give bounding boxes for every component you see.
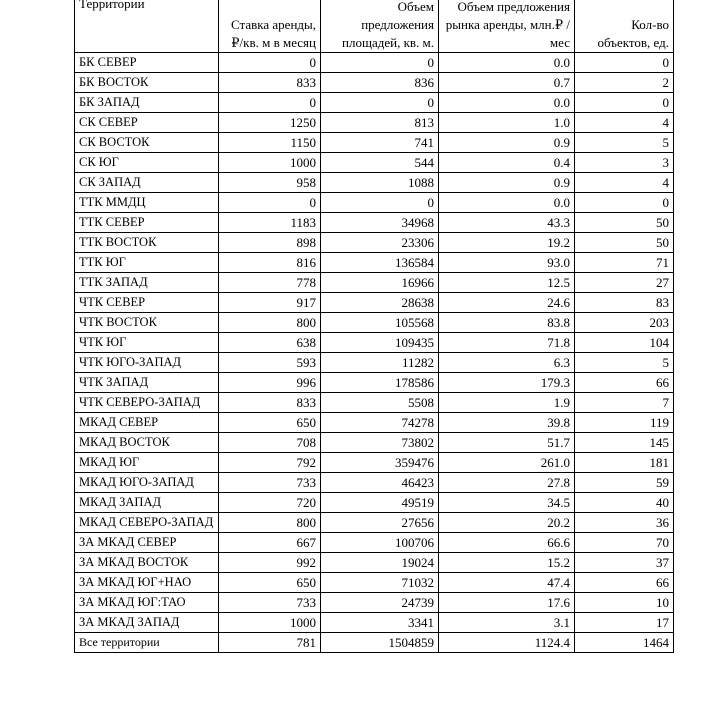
rental-market-table <box>74 0 674 653</box>
market-volume-cell: 1.0 <box>439 113 575 133</box>
rent-rate-cell: 833 <box>219 393 321 413</box>
object-count-cell: 4 <box>575 173 674 193</box>
object-count-cell: 71 <box>575 253 674 273</box>
object-count-cell: 10 <box>575 593 674 613</box>
supply-area-cell: 1088 <box>321 173 439 193</box>
object-count-cell: 0 <box>575 93 674 113</box>
market-volume-cell: 0.0 <box>439 53 575 73</box>
object-count-cell: 203 <box>575 313 674 333</box>
supply-area-cell: 5508 <box>321 393 439 413</box>
rent-rate-cell: 0 <box>219 193 321 213</box>
supply-area-cell: 11282 <box>321 353 439 373</box>
supply-area-cell: 73802 <box>321 433 439 453</box>
supply-area-cell: 71032 <box>321 573 439 593</box>
supply-area-cell: 49519 <box>321 493 439 513</box>
territory-cell: МКАД ЗАПАД <box>75 493 219 513</box>
territory-cell: МКАД СЕВЕРО-ЗАПАД <box>75 513 219 533</box>
object-count-cell: 40 <box>575 493 674 513</box>
rent-rate-cell: 650 <box>219 573 321 593</box>
rent-rate-cell: 992 <box>219 553 321 573</box>
market-volume-cell: 39.8 <box>439 413 575 433</box>
rent-rate-cell: 1250 <box>219 113 321 133</box>
territory-cell: МКАД ЮГ <box>75 453 219 473</box>
supply-area-cell: 0 <box>321 53 439 73</box>
market-volume-cell: 66.6 <box>439 533 575 553</box>
table-row <box>75 233 674 253</box>
market-volume-cell: 0.4 <box>439 153 575 173</box>
market-volume-cell: 12.5 <box>439 273 575 293</box>
table-body <box>75 53 674 653</box>
market-volume-cell: 1124.4 <box>439 633 575 653</box>
object-count-cell: 27 <box>575 273 674 293</box>
market-volume-cell: 71.8 <box>439 333 575 353</box>
rent-rate-cell: 638 <box>219 333 321 353</box>
rent-rate-cell: 708 <box>219 433 321 453</box>
territory-cell: Все территории <box>75 633 219 653</box>
supply-area-cell: 178586 <box>321 373 439 393</box>
object-count-cell: 3 <box>575 153 674 173</box>
territory-cell: ЗА МКАД ЮГ+НАО <box>75 573 219 593</box>
territory-cell: ТТК СЕВЕР <box>75 213 219 233</box>
object-count-cell: 66 <box>575 373 674 393</box>
territory-cell: ТТК ВОСТОК <box>75 233 219 253</box>
table-row <box>75 413 674 433</box>
territory-cell: ТТК ЗАПАД <box>75 273 219 293</box>
territory-cell: МКАД ЮГО-ЗАПАД <box>75 473 219 493</box>
supply-area-cell: 100706 <box>321 533 439 553</box>
market-volume-cell: 6.3 <box>439 353 575 373</box>
supply-area-cell: 34968 <box>321 213 439 233</box>
rent-rate-cell: 917 <box>219 293 321 313</box>
object-count-cell: 37 <box>575 553 674 573</box>
market-volume-cell: 0.9 <box>439 133 575 153</box>
supply-area-cell: 74278 <box>321 413 439 433</box>
market-volume-cell: 19.2 <box>439 233 575 253</box>
rent-rate-cell: 733 <box>219 593 321 613</box>
market-volume-cell: 179.3 <box>439 373 575 393</box>
table-row <box>75 393 674 413</box>
object-count-cell: 50 <box>575 213 674 233</box>
territory-cell: СК ЗАПАД <box>75 173 219 193</box>
header-market-volume: Объем предложения рынка аренды, млн.₽ /мес <box>439 0 575 53</box>
territory-cell: ЧТК СЕВЕРО-ЗАПАД <box>75 393 219 413</box>
object-count-cell: 1464 <box>575 633 674 653</box>
territory-cell: БК ВОСТОК <box>75 73 219 93</box>
table-row <box>75 153 674 173</box>
territory-cell: ЧТК СЕВЕР <box>75 293 219 313</box>
rent-rate-cell: 1150 <box>219 133 321 153</box>
object-count-cell: 50 <box>575 233 674 253</box>
object-count-cell: 36 <box>575 513 674 533</box>
object-count-cell: 59 <box>575 473 674 493</box>
rent-rate-cell: 833 <box>219 73 321 93</box>
table-row <box>75 553 674 573</box>
market-volume-cell: 51.7 <box>439 433 575 453</box>
supply-area-cell: 136584 <box>321 253 439 273</box>
table-row <box>75 93 674 113</box>
market-volume-cell: 43.3 <box>439 213 575 233</box>
table-row <box>75 213 674 233</box>
object-count-cell: 119 <box>575 413 674 433</box>
table-total-row <box>75 633 674 653</box>
territory-cell: ЗА МКАД ВОСТОК <box>75 553 219 573</box>
header-supply-area: Объем предложения площадей, кв. м. <box>321 0 439 53</box>
territory-cell: ЗА МКАД ЗАПАД <box>75 613 219 633</box>
territory-cell: ЗА МКАД СЕВЕР <box>75 533 219 553</box>
market-volume-cell: 47.4 <box>439 573 575 593</box>
market-volume-cell: 0.0 <box>439 93 575 113</box>
market-volume-cell: 17.6 <box>439 593 575 613</box>
territory-cell: БК СЕВЕР <box>75 53 219 73</box>
table-row <box>75 473 674 493</box>
object-count-cell: 70 <box>575 533 674 553</box>
table-row <box>75 613 674 633</box>
territory-cell: ЧТК ЮГ <box>75 333 219 353</box>
market-volume-cell: 93.0 <box>439 253 575 273</box>
table-row <box>75 513 674 533</box>
market-volume-cell: 1.9 <box>439 393 575 413</box>
supply-area-cell: 105568 <box>321 313 439 333</box>
territory-cell: СК ЮГ <box>75 153 219 173</box>
object-count-cell: 83 <box>575 293 674 313</box>
rent-rate-cell: 593 <box>219 353 321 373</box>
rent-rate-cell: 0 <box>219 53 321 73</box>
table-row <box>75 433 674 453</box>
supply-area-cell: 1504859 <box>321 633 439 653</box>
supply-area-cell: 813 <box>321 113 439 133</box>
territory-cell: ЧТК ВОСТОК <box>75 313 219 333</box>
supply-area-cell: 23306 <box>321 233 439 253</box>
supply-area-cell: 0 <box>321 193 439 213</box>
rent-rate-cell: 792 <box>219 453 321 473</box>
table-row <box>75 573 674 593</box>
object-count-cell: 104 <box>575 333 674 353</box>
supply-area-cell: 3341 <box>321 613 439 633</box>
supply-area-cell: 28638 <box>321 293 439 313</box>
market-volume-cell: 34.5 <box>439 493 575 513</box>
table-row <box>75 313 674 333</box>
market-volume-cell: 15.2 <box>439 553 575 573</box>
market-volume-cell: 0.0 <box>439 193 575 213</box>
rent-rate-cell: 650 <box>219 413 321 433</box>
object-count-cell: 17 <box>575 613 674 633</box>
object-count-cell: 66 <box>575 573 674 593</box>
table-row <box>75 73 674 93</box>
object-count-cell: 5 <box>575 133 674 153</box>
object-count-cell: 0 <box>575 53 674 73</box>
table-row <box>75 253 674 273</box>
header-object-count: Кол-во объектов, ед. <box>575 0 674 53</box>
rent-rate-cell: 781 <box>219 633 321 653</box>
territory-cell: ТТК ЮГ <box>75 253 219 273</box>
table-row <box>75 293 674 313</box>
supply-area-cell: 0 <box>321 93 439 113</box>
object-count-cell: 4 <box>575 113 674 133</box>
table-row <box>75 173 674 193</box>
object-count-cell: 5 <box>575 353 674 373</box>
market-volume-cell: 83.8 <box>439 313 575 333</box>
territory-cell: МКАД ВОСТОК <box>75 433 219 453</box>
market-volume-cell: 24.6 <box>439 293 575 313</box>
territory-cell: ЗА МКАД ЮГ:ТАО <box>75 593 219 613</box>
header-territory: Территории <box>75 0 219 53</box>
supply-area-cell: 359476 <box>321 453 439 473</box>
territory-cell: БК ЗАПАД <box>75 93 219 113</box>
table-row <box>75 193 674 213</box>
market-volume-cell: 27.8 <box>439 473 575 493</box>
market-volume-cell: 3.1 <box>439 613 575 633</box>
territory-cell: ЧТК ЮГО-ЗАПАД <box>75 353 219 373</box>
supply-area-cell: 109435 <box>321 333 439 353</box>
table-row <box>75 593 674 613</box>
rent-rate-cell: 958 <box>219 173 321 193</box>
table-row <box>75 273 674 293</box>
object-count-cell: 7 <box>575 393 674 413</box>
territory-cell: СК СЕВЕР <box>75 113 219 133</box>
supply-area-cell: 544 <box>321 153 439 173</box>
object-count-cell: 2 <box>575 73 674 93</box>
territory-cell: ТТК ММДЦ <box>75 193 219 213</box>
supply-area-cell: 27656 <box>321 513 439 533</box>
table-row <box>75 453 674 473</box>
territory-cell: МКАД СЕВЕР <box>75 413 219 433</box>
table-row <box>75 113 674 133</box>
rent-rate-cell: 778 <box>219 273 321 293</box>
table-row <box>75 133 674 153</box>
supply-area-cell: 46423 <box>321 473 439 493</box>
table-row <box>75 53 674 73</box>
table-row <box>75 493 674 513</box>
table-header-row <box>75 0 674 53</box>
rent-rate-cell: 667 <box>219 533 321 553</box>
rent-rate-cell: 996 <box>219 373 321 393</box>
rent-rate-cell: 720 <box>219 493 321 513</box>
market-volume-cell: 261.0 <box>439 453 575 473</box>
territory-cell: СК ВОСТОК <box>75 133 219 153</box>
rent-rate-cell: 1000 <box>219 153 321 173</box>
rent-rate-cell: 898 <box>219 233 321 253</box>
supply-area-cell: 24739 <box>321 593 439 613</box>
supply-area-cell: 19024 <box>321 553 439 573</box>
object-count-cell: 145 <box>575 433 674 453</box>
table-row <box>75 533 674 553</box>
object-count-cell: 181 <box>575 453 674 473</box>
header-rent-rate: Ставка аренды, ₽/кв. м в месяц <box>219 0 321 53</box>
rent-rate-cell: 800 <box>219 513 321 533</box>
table-row <box>75 333 674 353</box>
rent-rate-cell: 733 <box>219 473 321 493</box>
supply-area-cell: 16966 <box>321 273 439 293</box>
market-volume-cell: 20.2 <box>439 513 575 533</box>
rent-rate-cell: 1000 <box>219 613 321 633</box>
market-volume-cell: 0.9 <box>439 173 575 193</box>
supply-area-cell: 741 <box>321 133 439 153</box>
table-row <box>75 353 674 373</box>
territory-cell: ЧТК ЗАПАД <box>75 373 219 393</box>
table-row <box>75 373 674 393</box>
rent-rate-cell: 800 <box>219 313 321 333</box>
rent-rate-cell: 0 <box>219 93 321 113</box>
supply-area-cell: 836 <box>321 73 439 93</box>
rent-rate-cell: 816 <box>219 253 321 273</box>
market-volume-cell: 0.7 <box>439 73 575 93</box>
object-count-cell: 0 <box>575 193 674 213</box>
rent-rate-cell: 1183 <box>219 213 321 233</box>
